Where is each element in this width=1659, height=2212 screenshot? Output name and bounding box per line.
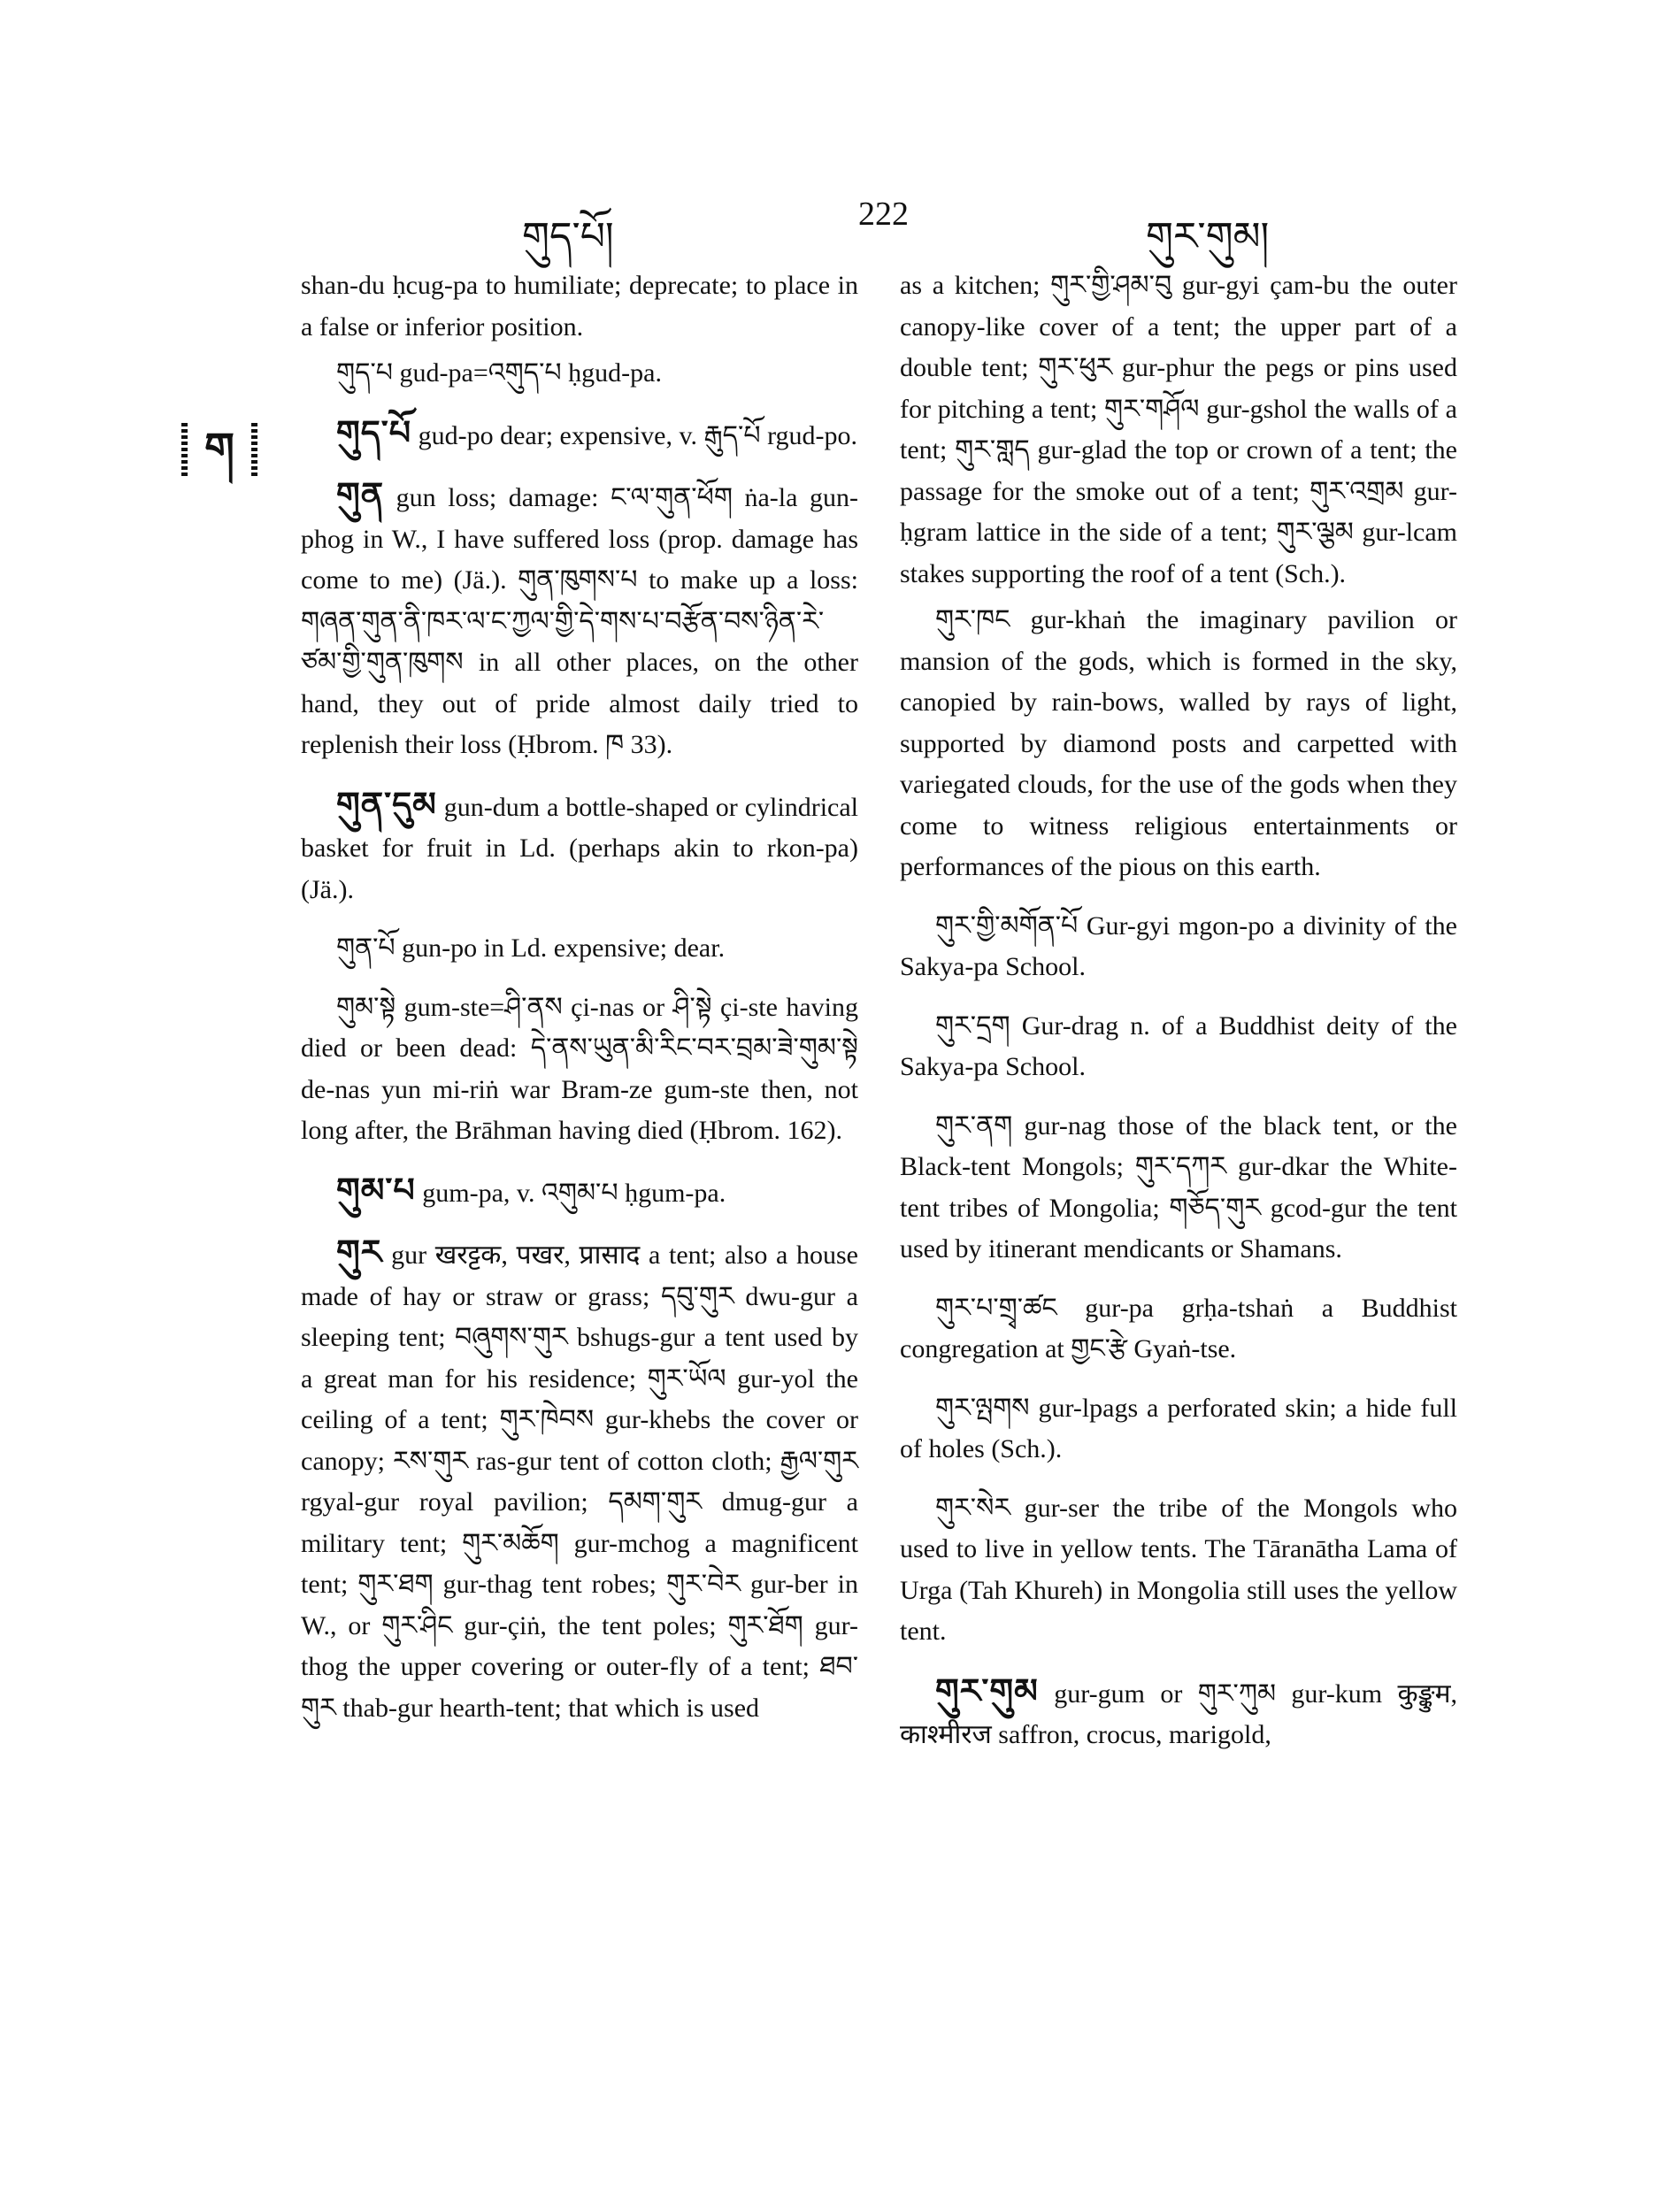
- definition: gum-pa, v. འགུམ་པ ḥgum-pa.: [422, 1178, 726, 1208]
- entry-continuation: shan-du ḥcug-pa to humiliate; deprecate; to place in a false or inferior position.: [301, 271, 858, 342]
- headword: གུད་པོ: [336, 411, 412, 452]
- thumb-index-letter: ག: [188, 421, 251, 476]
- definition: gun-dum a bottle-shaped or cylindrical basket for fruit in Ld. (perhaps akin to rkon-pa) (Jä.).: [301, 792, 859, 904]
- definition: gur-gum or གུར་ཀུམ gur-kum कुङ्कुम, काश्मीरज saffron, crocus, marigold,: [900, 1678, 1458, 1749]
- entry-gum-pa: [301, 1170, 858, 1215]
- entry-gum-ste: གུམ་སྟེ gum-ste=ཤི་ནས çi-nas or ཤི་སྟེ çi-ste having died or been dead: དེ་ནས་ཡུན་མི་རིང་བར་བྲམ་ཟེ་གུམ་སྟེ de-nas yun mi-riṅ war Bram-ze gum-ste then, not long after, the Brāhman having died (Ḥbrom. 162).: [301, 992, 858, 1145]
- entry-gun: [301, 474, 858, 766]
- headword: གུན: [336, 474, 385, 514]
- entry-gun-dum: [301, 784, 858, 911]
- headword: གུན་དུམ: [336, 783, 437, 824]
- entry-gur-ser: གུར་སེར gur-ser the tribe of the Mongols who used to live in yellow tents. The Tāranātha Lama of Urga (Tah Khureh) in Mongolia still uses the yellow tent.: [900, 1493, 1457, 1646]
- right-guide-word: གུར་གུམ།: [1146, 214, 1270, 259]
- entry-gur-gyi-mgon-po: གུར་གྱི་མགོན་པོ Gur-gyi mgon-po a divinity of the Sakya-pa School.: [900, 910, 1457, 981]
- entry-gur-pa-grwa-tshang: གུར་པ་གྲྭ་ཚང gur-pa grḥa-tshaṅ a Buddhist congregation at གྱང་རྩེ Gyaṅ-tse.: [900, 1293, 1457, 1363]
- entry-gur-continuation: as a kitchen; གུར་གྱི་ཤམ་བུ gur-gyi çam-bu the outer canopy-like cover of a tent; the upper part of a double tent; གུར་ཕུར gur-phur the pegs or pins used for pitching a tent; གུར་གཤོལ gur-gshol the walls of a tent; གུར་གླད gur-glad the top or crown of a tent; the passage for the smoke out of a tent; གུར་འགྲམ gur-ḥgram lattice in the side of a tent; གུར་ལྕམ gur-lcam stakes supporting the roof of a tent (Sch.).: [900, 271, 1457, 588]
- page-number: 222: [858, 196, 909, 233]
- headword: གུར་གུམ: [935, 1670, 1039, 1710]
- entry-gur-gum: [900, 1671, 1457, 1756]
- page-header: [301, 193, 1478, 259]
- definition: gur खरट्टक, पखर, प्रासाद a tent; also a house made of hay or straw or grass; དབུ་གུར dwu-gur a sleeping tent; བཞུགས་གུར bshugs-gur a tent used by a great man for his residence; གུར་ཡོལ gur-yol the ceiling of a tent; གུར་ཁེབས gur-khebs the cover or canopy; རས་གུར ras-gur tent of cotton cloth; རྒྱལ་གུར rgyal-gur royal pavilion; དམག་གུར dmug-gur a military tent; གུར་མཆོག gur-mchog a magnificent tent; གུར་ཐག gur-thag tent robes; གུར་བེར gur-ber in W., or གུར་ཤིང gur-çiṅ, the tent poles; གུར་ཐོག gur-thog the upper covering or outer-fly of a tent; ཐབ་གུར thab-gur hearth-tent; that which is used: [301, 1240, 859, 1723]
- left-guide-word: གུད་པོ།: [522, 214, 614, 259]
- entry-gud-pa: གུད་པ gud-pa=འགུད་པ ḥgud-pa.: [336, 358, 662, 388]
- definition: gud-po dear; expensive, v. རྒུད་པོ rgud-po.: [418, 420, 858, 450]
- definition: gun loss; damage: ང་ལ་གུན་ཕོག ṅa-la gun-phog in W., I have suffered loss (prop. damage has come to me) (Jä.). གུན་ཁུགས་པ to make up a loss: གཞན་གུན་ནི་ཁར་ལ་ང་ཀྱལ་གྱི་དེ་གས་པ་བརྩོན་བས་ཉིན་རེ་ཙམ་གྱི་གུན་ཁུགས in all other places, on the other hand, they out of pride almost daily tried to replenish their loss (Ḥbrom. ཁ 33).: [301, 483, 858, 759]
- entry-gur-lpags: གུར་ལྤགས gur-lpags a perforated skin; a hide full of holes (Sch.).: [900, 1393, 1457, 1463]
- entry-gur-nag: གུར་ནག gur-nag those of the black tent, or the Black-tent Mongols; གུར་དཀར gur-dkar the White-tent tribes of Mongolia; གཅོད་གུར gcod-gur the tent used by itinerant mendicants or Shamans.: [900, 1110, 1457, 1263]
- entry-gun-po: གུན་པོ gun-po in Ld. expensive; dear.: [336, 933, 726, 963]
- headword: གུམ་པ: [336, 1169, 416, 1210]
- entry-gud-po: [301, 412, 858, 457]
- entry-gur-drag: གུར་དྲག Gur-drag n. of a Buddhist deity of the Sakya-pa School.: [900, 1010, 1457, 1081]
- headword: གུར: [336, 1232, 383, 1271]
- entry-gur: [301, 1232, 858, 1729]
- entry-gur-khang: གུར་ཁང gur-khaṅ the imaginary pavilion or mansion of the gods, which is formed in the sky, canopied by rain-bows, walled by rays of light, supported by diamond posts and carpetted with variegated clouds, for the use of the gods when they come to witness religious entertainments or performances of the pious on this earth.: [900, 605, 1457, 881]
- right-column: [900, 265, 1457, 1774]
- left-column: [301, 265, 858, 1747]
